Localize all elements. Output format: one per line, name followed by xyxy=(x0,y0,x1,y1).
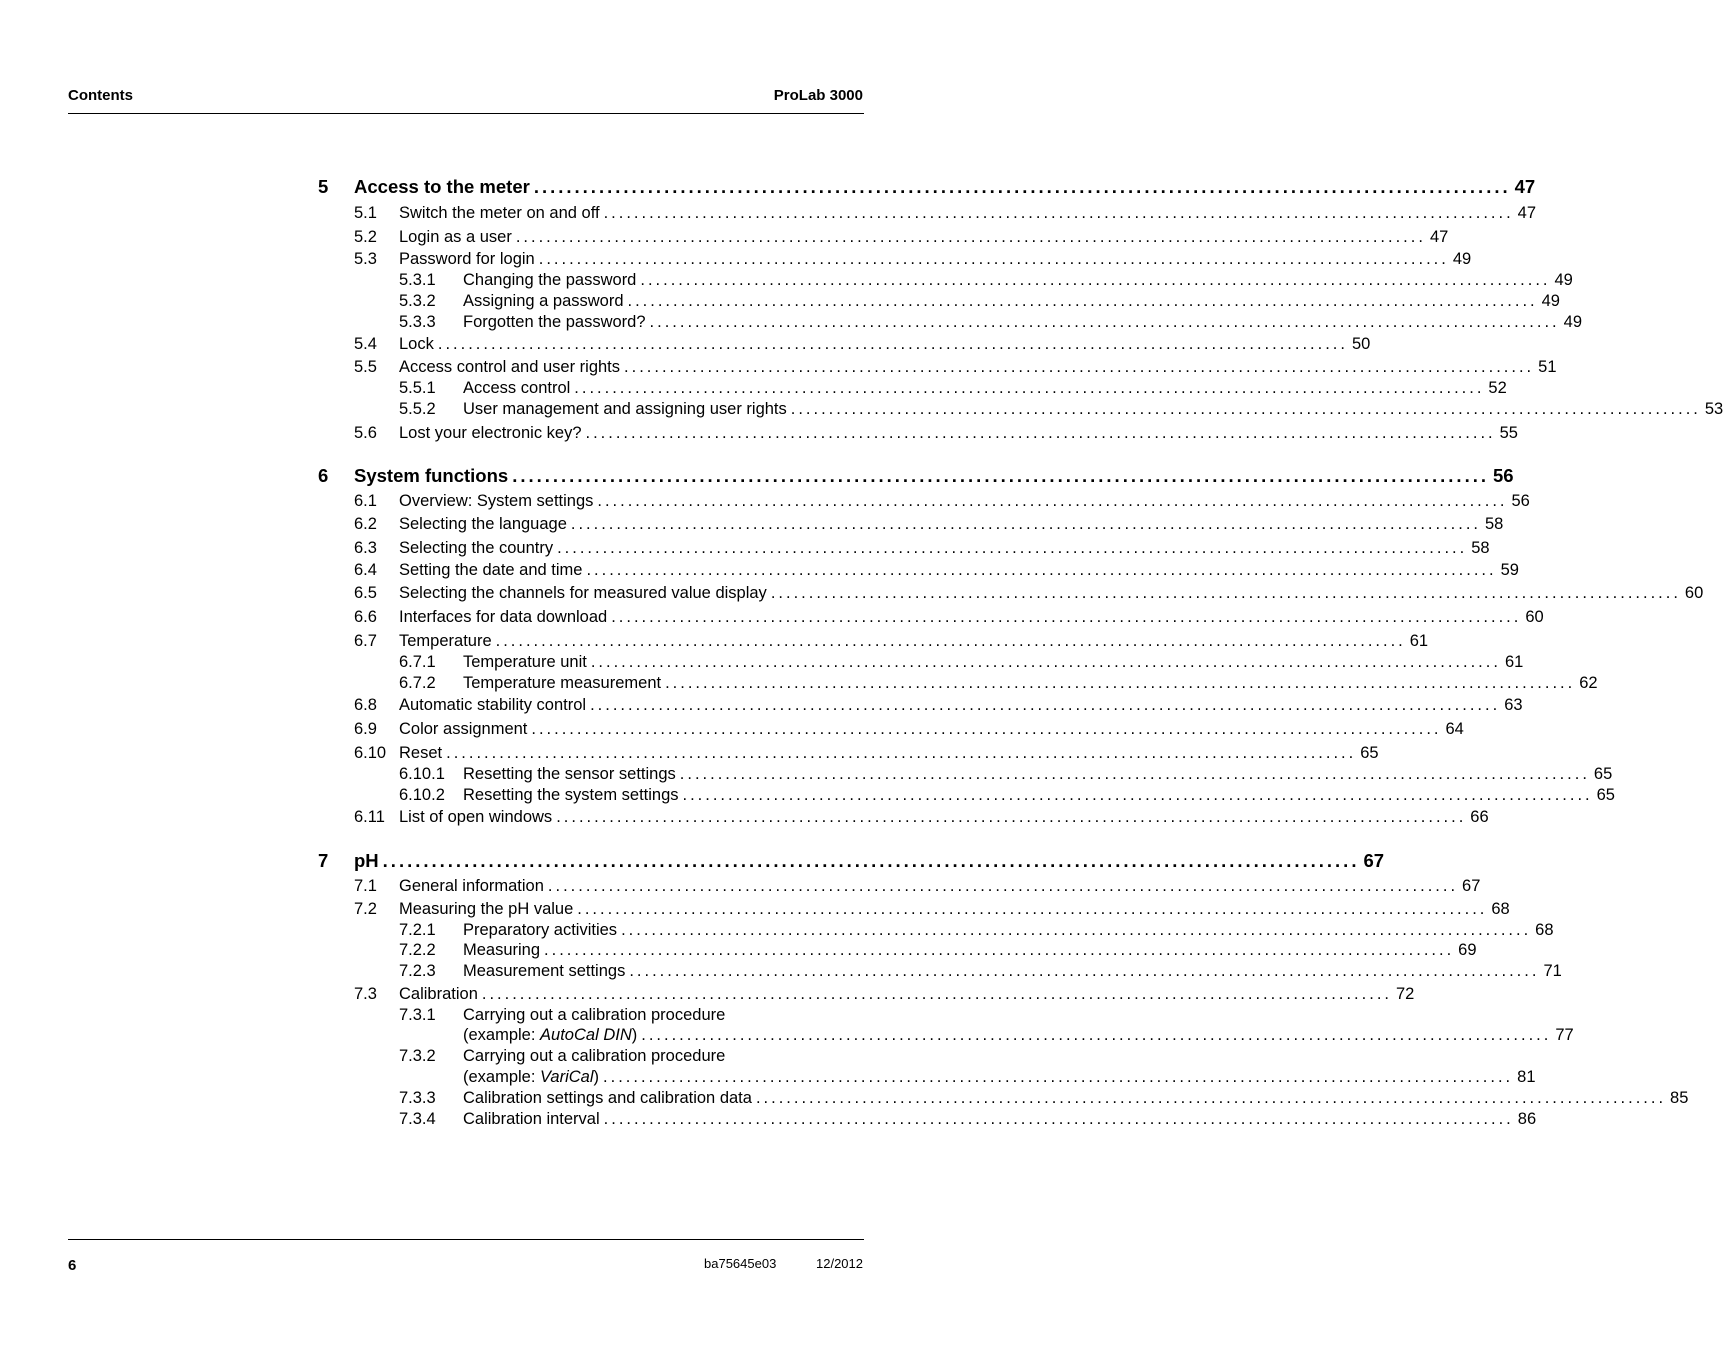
toc-entry-number: 6.7.2 xyxy=(399,674,436,692)
toc-leader-dots: ........................................................................................................................ xyxy=(557,539,1468,557)
toc-entry-title: Assigning a password xyxy=(463,292,624,310)
toc-entry-title: Access to the meter xyxy=(354,176,530,197)
toc-entry xyxy=(399,312,1582,332)
toc-entry-page: 85 xyxy=(1670,1089,1689,1107)
toc-entry-page: 69 xyxy=(1458,941,1477,959)
toc-entry-page: 68 xyxy=(1535,921,1554,939)
toc-leader-dots: ........................................................................................................................ xyxy=(446,744,1357,762)
toc-entry xyxy=(399,785,1615,805)
toc-entry-number: 6.11 xyxy=(354,808,385,826)
toc-entry-page: 49 xyxy=(1563,313,1582,331)
toc-entry xyxy=(354,984,1415,1004)
footer-doc-id: ba75645e03 xyxy=(704,1256,777,1271)
toc-leader-dots: ........................................................................................................................ xyxy=(531,720,1442,738)
toc-entry-example-name: VariCal xyxy=(540,1068,594,1086)
toc-entry-page: 58 xyxy=(1471,539,1490,557)
toc-entry-number: 7.3.3 xyxy=(399,1089,436,1107)
toc-entry-title: Switch the meter on and off xyxy=(399,204,600,222)
toc-leader-dots: ........................................................................................................................ xyxy=(570,515,1481,533)
toc-entry-title: Changing the password xyxy=(463,271,637,289)
toc-entry xyxy=(354,227,1449,247)
toc-entry xyxy=(354,423,1518,443)
toc-entry-number: 5.3 xyxy=(354,250,377,268)
toc-leader-dots: ........................................................................................................................ xyxy=(437,335,1348,353)
toc-entry-title: Selecting the language xyxy=(399,515,567,533)
toc-entry-page: 62 xyxy=(1579,674,1598,692)
toc-entry-title: Carrying out a calibration procedure xyxy=(463,1006,726,1024)
toc-entry-page: 68 xyxy=(1491,900,1510,918)
toc-entry-number: 5 xyxy=(318,176,329,197)
toc-entry xyxy=(318,176,1536,197)
toc-entry xyxy=(354,876,1481,896)
toc-entry-title: Lost your electronic key? xyxy=(399,424,582,442)
toc-entry-title: Measuring the pH value xyxy=(399,900,574,918)
toc-leader-dots: ........................................................................................................................ xyxy=(590,653,1501,671)
toc-entry-page: 49 xyxy=(1554,271,1573,289)
toc-entry xyxy=(354,899,1510,919)
toc-entry-title: Access control xyxy=(463,379,571,397)
toc-entry-title: Selecting the country xyxy=(399,539,554,557)
toc-entry-number: 6.10 xyxy=(354,744,387,762)
toc-entry-title: Calibration xyxy=(399,985,478,1003)
toc-entry-page: 86 xyxy=(1517,1110,1537,1128)
toc-entry-example-suffix: ) xyxy=(593,1068,600,1086)
toc-entry-title: Interfaces for data download xyxy=(399,608,608,626)
toc-entry-title: Temperature measurement xyxy=(463,674,662,692)
toc-entry-page: 51 xyxy=(1538,358,1557,376)
toc-leader-dots: ........................................................................................................................ xyxy=(682,786,1593,804)
toc-entry-number: 7.1 xyxy=(354,877,377,895)
toc-entry-title: pH xyxy=(354,850,379,871)
toc-entry-page: 67 xyxy=(1363,850,1385,871)
toc-leader-dots: ........................................................................................................................ xyxy=(382,850,1360,871)
toc-entry-number: 7.2.3 xyxy=(399,962,436,980)
toc-entry-page: 77 xyxy=(1555,1026,1574,1044)
toc-entry-number: 7.3.1 xyxy=(399,1006,436,1024)
toc-entry-number: 5.2 xyxy=(354,228,377,246)
toc-entry-example-prefix: (example: xyxy=(463,1026,541,1044)
toc-leader-dots: ........................................................................................................................ xyxy=(586,561,1497,579)
toc-entry-page: 53 xyxy=(1704,400,1723,418)
toc-entry xyxy=(354,607,1544,627)
toc-entry-number: 5.3.3 xyxy=(399,313,436,331)
toc-entry-title: Lock xyxy=(399,335,434,353)
toc-entry-number: 5.6 xyxy=(354,424,377,442)
toc-leader-dots: ........................................................................................................................ xyxy=(512,465,1489,486)
toc-leader-dots: ........................................................................................................................ xyxy=(649,313,1560,331)
toc-entry-page: 65 xyxy=(1360,744,1379,762)
toc-entry-page: 59 xyxy=(1500,561,1519,579)
toc-entry xyxy=(354,560,1519,580)
toc-entry-number: 6.9 xyxy=(354,720,377,738)
toc-entry-title: Forgotten the password? xyxy=(463,313,646,331)
toc-entry-page: 81 xyxy=(1517,1068,1536,1086)
footer-page-number: 6 xyxy=(68,1257,77,1274)
toc-entry xyxy=(399,920,1554,940)
toc-leader-dots: ........................................................................................................................ xyxy=(603,1068,1514,1086)
toc-entry-example-name: AutoCal DIN xyxy=(540,1026,632,1044)
toc-entry-page: 47 xyxy=(1429,228,1449,246)
toc-entry-number: 6.5 xyxy=(354,584,377,602)
toc-entry xyxy=(354,807,1489,827)
toc-leader-dots: ........................................................................................................................ xyxy=(481,985,1392,1003)
toc-leader-dots: ........................................................................................................................ xyxy=(629,962,1540,980)
toc-entry-title: Carrying out a calibration procedure xyxy=(463,1047,726,1065)
toc-entry-number: 6.3 xyxy=(354,539,377,557)
toc-entry-number: 6.6 xyxy=(354,608,377,626)
toc-entry xyxy=(354,491,1530,511)
toc-entry xyxy=(354,203,1537,223)
toc-entry xyxy=(354,334,1371,354)
toc-leader-dots: ........................................................................................................................ xyxy=(590,696,1501,714)
toc-entry-title: Setting the date and time xyxy=(399,561,583,579)
toc-leader-dots: ........................................................................................................................ xyxy=(495,632,1406,650)
footer-date: 12/2012 xyxy=(816,1256,863,1271)
toc-entry-number: 6 xyxy=(318,465,329,486)
toc-entry-title: Password for login xyxy=(399,250,535,268)
toc-entry-number: 7.3.4 xyxy=(399,1110,436,1128)
toc-entry-page: 47 xyxy=(1517,204,1537,222)
toc-entry-number: 6.10.1 xyxy=(399,765,445,783)
toc-leader-dots: ........................................................................................................................ xyxy=(585,424,1496,442)
toc-entry-title: Measuring xyxy=(463,941,541,959)
toc-entry-title: Calibration interval xyxy=(463,1110,600,1128)
toc-leader-dots: ........................................................................................................................ xyxy=(621,921,1532,939)
toc-leader-dots: ........................................................................................................................ xyxy=(574,379,1485,397)
toc-entry-title: Calibration settings and calibration data xyxy=(463,1089,752,1107)
toc-leader-dots: ........................................................................................................................ xyxy=(577,900,1488,918)
toc-entry-page: 49 xyxy=(1541,292,1560,310)
toc-leader-dots: ........................................................................................................................ xyxy=(603,1110,1514,1128)
toc-entry-title: Color assignment xyxy=(399,720,528,738)
toc-entry-title-continued xyxy=(463,1025,637,1045)
toc-entry-page: 47 xyxy=(1514,176,1536,197)
toc-entry xyxy=(354,583,1704,603)
toc-leader-dots: ........................................................................................................................ xyxy=(755,1089,1667,1107)
running-header-product: ProLab 3000 xyxy=(773,87,863,104)
toc-entry-number: 6.8 xyxy=(354,696,377,714)
toc-leader-dots: ........................................................................................................................ xyxy=(556,808,1467,826)
toc-entry-number: 7.3 xyxy=(354,985,377,1003)
toc-entry-title: General information xyxy=(399,877,544,895)
toc-entry-title: User management and assigning user rights xyxy=(463,400,787,418)
toc-entry xyxy=(354,249,1472,269)
toc-entry xyxy=(354,743,1379,763)
toc-leader-dots: ........................................................................................................................ xyxy=(627,292,1538,310)
toc-entry-page: 61 xyxy=(1504,653,1524,671)
toc-entry-number: 6.4 xyxy=(354,561,377,579)
toc-entry-title: Automatic stability control xyxy=(399,696,587,714)
toc-leader-dots: ........................................................................................................................ xyxy=(603,204,1514,222)
toc-entry-title: Preparatory activities xyxy=(463,921,618,939)
toc-entry-title: Resetting the system settings xyxy=(463,786,679,804)
toc-entry-number: 5.5.1 xyxy=(399,379,436,397)
toc-entry xyxy=(354,631,1429,651)
toc-entry-page: 66 xyxy=(1470,808,1489,826)
toc-entry xyxy=(399,652,1524,672)
toc-entry-title: Measurement settings xyxy=(463,962,626,980)
toc-entry xyxy=(354,538,1490,558)
toc-leader-dots: ........................................................................................................................ xyxy=(533,176,1511,197)
toc-entry-example-prefix: (example: xyxy=(463,1068,541,1086)
toc-entry-page: 72 xyxy=(1395,985,1415,1003)
toc-entry-title: Selecting the channels for measured value display xyxy=(399,584,767,602)
toc-leader-dots: ........................................................................................................................ xyxy=(640,271,1551,289)
toc-entry-page: 63 xyxy=(1504,696,1523,714)
toc-entry-number: 7 xyxy=(318,850,329,871)
toc-entry-page: 52 xyxy=(1488,379,1507,397)
toc-entry-page: 56 xyxy=(1493,465,1514,486)
toc-entry xyxy=(318,850,1385,871)
footer-rule xyxy=(68,1239,864,1240)
toc-entry xyxy=(399,673,1598,693)
toc-entry-continuation xyxy=(463,1067,1536,1087)
toc-entry xyxy=(318,465,1514,486)
toc-entry-title: Access control and user rights xyxy=(399,358,621,376)
toc-entry xyxy=(399,1046,863,1066)
toc-entry xyxy=(399,378,1507,398)
toc-entry-page: 58 xyxy=(1485,515,1504,533)
toc-leader-dots: ........................................................................................................................ xyxy=(790,400,1701,418)
toc-leader-dots: ........................................................................................................................ xyxy=(679,765,1590,783)
toc-leader-dots: ........................................................................................................................ xyxy=(770,584,1681,602)
toc-entry-page: 67 xyxy=(1462,877,1481,895)
running-header-section: Contents xyxy=(68,87,133,104)
toc-entry-title: Reset xyxy=(399,744,443,762)
toc-entry xyxy=(354,514,1504,534)
toc-entry-number: 6.7 xyxy=(354,632,377,650)
toc-entry-title: Overview: System settings xyxy=(399,492,594,510)
toc-entry-title: Resetting the sensor settings xyxy=(463,765,676,783)
toc-entry-number: 6.7.1 xyxy=(399,653,436,671)
toc-entry xyxy=(399,940,1477,960)
toc-entry-number: 5.5 xyxy=(354,358,377,376)
toc-entry xyxy=(399,961,1562,981)
toc-entry-page: 60 xyxy=(1525,608,1544,626)
toc-entry-page: 64 xyxy=(1445,720,1464,738)
toc-entry-number: 5.3.2 xyxy=(399,292,436,310)
toc-leader-dots: ........................................................................................................................ xyxy=(611,608,1522,626)
toc-entry xyxy=(354,357,1557,377)
toc-entry xyxy=(399,270,1573,290)
toc-entry xyxy=(399,1088,1689,1108)
toc-entry-title: List of open windows xyxy=(399,808,553,826)
toc-entry-page: 65 xyxy=(1593,765,1613,783)
toc-entry xyxy=(399,399,1723,419)
toc-entry xyxy=(399,1005,863,1025)
toc-entry-number: 7.2.2 xyxy=(399,941,436,959)
toc-entry-number: 5.3.1 xyxy=(399,271,436,289)
toc-entry-title: Temperature xyxy=(399,632,492,650)
toc-entry-page: 50 xyxy=(1351,335,1371,353)
toc-leader-dots: ........................................................................................................................ xyxy=(641,1026,1552,1044)
toc-leader-dots: ........................................................................................................................ xyxy=(544,941,1455,959)
toc-entry-continuation xyxy=(463,1025,1574,1045)
toc-entry xyxy=(354,719,1464,739)
toc-entry xyxy=(399,764,1613,784)
toc-entry-page: 61 xyxy=(1409,632,1429,650)
toc-entry-number: 5.5.2 xyxy=(399,400,436,418)
toc-entry-page: 60 xyxy=(1684,584,1704,602)
toc-entry-title: Login as a user xyxy=(399,228,512,246)
toc-entry-number: 5.4 xyxy=(354,335,377,353)
toc-entry-number: 7.3.2 xyxy=(399,1047,436,1065)
toc-entry xyxy=(399,1109,1537,1129)
toc-leader-dots: ........................................................................................................................ xyxy=(515,228,1426,246)
toc-entry-title-continued xyxy=(463,1067,599,1087)
toc-entry-number: 5.1 xyxy=(354,204,377,222)
toc-leader-dots: ........................................................................................................................ xyxy=(624,358,1535,376)
toc-leader-dots: ........................................................................................................................ xyxy=(597,492,1508,510)
toc-entry-number: 6.1 xyxy=(354,492,377,510)
toc-entry xyxy=(399,291,1560,311)
toc-entry-number: 6.2 xyxy=(354,515,377,533)
toc-entry-title: System functions xyxy=(354,465,509,486)
toc-leader-dots: ........................................................................................................................ xyxy=(538,250,1449,268)
toc-entry-page: 55 xyxy=(1499,424,1518,442)
toc-entry-number: 7.2 xyxy=(354,900,377,918)
toc-entry-example-suffix: ) xyxy=(631,1026,638,1044)
toc-entry-number: 7.2.1 xyxy=(399,921,436,939)
toc-entry-page: 71 xyxy=(1543,962,1562,980)
toc-leader-dots: ........................................................................................................................ xyxy=(547,877,1459,895)
toc-entry-page: 49 xyxy=(1452,250,1472,268)
toc-entry-number: 6.10.2 xyxy=(399,786,445,804)
toc-entry-title: Temperature unit xyxy=(463,653,587,671)
toc-entry-page: 65 xyxy=(1596,786,1615,804)
toc-leader-dots: ........................................................................................................................ xyxy=(665,674,1576,692)
toc-entry xyxy=(354,695,1523,715)
toc-entry-page: 56 xyxy=(1511,492,1530,510)
